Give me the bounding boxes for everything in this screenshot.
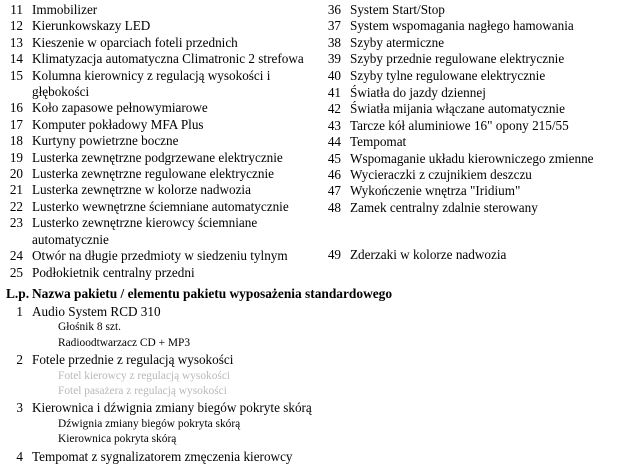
item-number: 11	[10, 2, 23, 17]
item-number: 15	[9, 67, 23, 83]
item-number: 44	[327, 134, 341, 150]
item-number: 38	[327, 34, 341, 50]
package-row	[6, 448, 634, 465]
item-label: Szyby przednie regulowane elektrycznie	[350, 51, 565, 67]
item-number: 24	[9, 248, 23, 264]
list-item	[324, 183, 634, 199]
list-item	[324, 35, 634, 51]
item-label: Klimatyzacja automatyczna Climatronic 2 strefowa	[32, 51, 304, 67]
list-item	[324, 68, 634, 84]
item-number: 48	[327, 199, 341, 215]
item-label: System Start/Stop	[350, 2, 445, 17]
item-label: Kierunkowskazy LED	[32, 18, 151, 34]
item-label: Zderzaki w kolorze nadwozia	[350, 247, 507, 263]
list-item	[6, 2, 314, 18]
item-label: Kurtyny powietrzne boczne	[32, 133, 179, 149]
package-number: 3	[16, 400, 23, 416]
list-item	[6, 182, 314, 198]
package-number: 4	[16, 448, 23, 464]
package-number: 1	[16, 303, 23, 319]
package-subitem: Dźwignia zmiany biegów pokryta skórą	[58, 417, 241, 430]
item-number: 14	[9, 51, 23, 67]
item-label: Lusterka zewnętrzne podgrzewane elektrycznie	[32, 149, 283, 165]
package-label: Kierownica i dźwignia zmiany biegów pokryte skórą	[32, 400, 312, 416]
list-item	[6, 265, 314, 281]
item-label: Lusterko wewnętrzne ściemniane automatycznie	[32, 198, 289, 214]
item-number: 19	[9, 149, 23, 165]
list-item	[6, 133, 314, 149]
item-label: Lusterka zewnętrzne regulowane elektrycznie	[32, 166, 275, 182]
item-label: Szyby atermiczne	[350, 34, 445, 50]
list-item	[6, 68, 314, 101]
list-item	[6, 18, 314, 34]
equipment-column-right	[320, 2, 634, 264]
list-item	[324, 167, 634, 183]
item-number: 45	[327, 150, 341, 166]
item-number: 41	[327, 85, 341, 101]
list-item	[324, 200, 634, 216]
list-item	[6, 150, 314, 166]
list-item	[6, 215, 314, 248]
item-label: Tarcze kół aluminiowe 16" opony 215/55	[350, 117, 569, 133]
list-item	[6, 166, 314, 182]
item-label: Immobilizer	[32, 2, 98, 17]
package-entry	[6, 399, 634, 447]
item-number: 21	[9, 182, 23, 198]
equipment-list	[6, 2, 634, 281]
item-label: System wspomagania nagłego hamowania	[350, 18, 574, 34]
package-label: Fotele przednie z regulacją wysokości	[32, 352, 234, 368]
item-number: 23	[9, 215, 23, 231]
list-item	[324, 51, 634, 67]
packages-list	[6, 303, 634, 465]
package-label: Audio System RCD 310	[32, 303, 161, 319]
package-entry	[6, 303, 634, 351]
package-subitem: Fotel pasażera z regulacją wysokości	[58, 384, 227, 397]
list-item	[324, 247, 634, 263]
list-item	[6, 100, 314, 116]
item-label: Lusterko zewnętrzne kierowcy ściemniane automatycznie	[32, 215, 258, 247]
package-subitem: Kierownica pokryta skórą	[58, 433, 177, 446]
package-subitem: Głośnik 8 szt.	[58, 321, 121, 334]
list-item	[324, 151, 634, 167]
package-row	[6, 351, 634, 368]
item-label: Koło zapasowe pełnowymiarowe	[32, 100, 208, 116]
list-item	[324, 101, 634, 117]
item-number: 12	[9, 18, 23, 34]
item-number: 43	[327, 117, 341, 133]
item-number: 13	[9, 34, 23, 50]
item-label: Lusterka zewnętrzne w kolorze nadwozia	[32, 182, 251, 198]
item-label: Światła do jazdy dziennej	[350, 85, 486, 101]
item-number: 47	[327, 183, 341, 199]
item-label: Wykończenie wnętrza "Iridium"	[350, 183, 521, 199]
list-item	[6, 51, 314, 67]
package-row	[6, 399, 634, 416]
item-number: 49	[327, 247, 341, 263]
item-label: Zamek centralny zdalnie sterowany	[350, 199, 538, 215]
package-entry	[6, 351, 634, 399]
item-label: Tempomat	[350, 134, 407, 150]
item-label: Otwór na długie przedmioty w siedzeniu tylnym	[32, 248, 288, 264]
packages-table-header	[6, 285, 634, 303]
item-number: 36	[327, 2, 341, 17]
package-entry	[6, 448, 634, 465]
item-label: Światła mijania włączane automatycznie	[350, 101, 565, 117]
item-number: 22	[9, 198, 23, 214]
item-number: 39	[327, 51, 341, 67]
package-subitem: Fotel kierowcy z regulacją wysokości	[58, 369, 231, 382]
equipment-column-left	[6, 2, 320, 281]
item-number: 25	[9, 264, 23, 280]
list-item	[6, 117, 314, 133]
list-item	[6, 199, 314, 215]
package-number: 2	[16, 352, 23, 368]
item-label: Szyby tylne regulowane elektrycznie	[350, 67, 546, 83]
item-number: 16	[9, 100, 23, 116]
item-number: 20	[9, 166, 23, 182]
list-item	[6, 248, 314, 264]
list-item	[324, 118, 634, 134]
item-number: 17	[9, 116, 23, 132]
item-number: 46	[327, 167, 341, 183]
item-label: Kieszenie w oparciach foteli przednich	[32, 34, 238, 50]
list-item	[324, 134, 634, 150]
column-header-lp: L.p.	[6, 285, 30, 301]
package-subitem: Radioodtwarzacz CD + MP3	[58, 336, 191, 349]
list-item	[324, 2, 634, 18]
item-label: Komputer pokładowy MFA Plus	[32, 116, 204, 132]
item-number: 18	[9, 133, 23, 149]
package-row	[6, 303, 634, 320]
item-label: Wycieraczki z czujnikiem deszczu	[350, 167, 532, 183]
list-item	[6, 35, 314, 51]
item-number: 37	[327, 18, 341, 34]
list-item	[324, 85, 634, 101]
item-number: 42	[327, 101, 341, 117]
item-label: Wspomaganie układu kierowniczego zmienne	[350, 150, 594, 166]
list-item	[324, 18, 634, 34]
item-label: Podłokietnik centralny przedni	[32, 264, 195, 280]
item-label: Kolumna kierownicy z regulacją wysokości i głębokości	[32, 67, 271, 100]
item-number: 40	[327, 67, 341, 83]
column-header-name: Nazwa pakietu / elementu pakietu wyposażenia standardowego	[32, 285, 393, 301]
package-label: Tempomat z sygnalizatorem zmęczenia kierowcy	[32, 448, 293, 464]
